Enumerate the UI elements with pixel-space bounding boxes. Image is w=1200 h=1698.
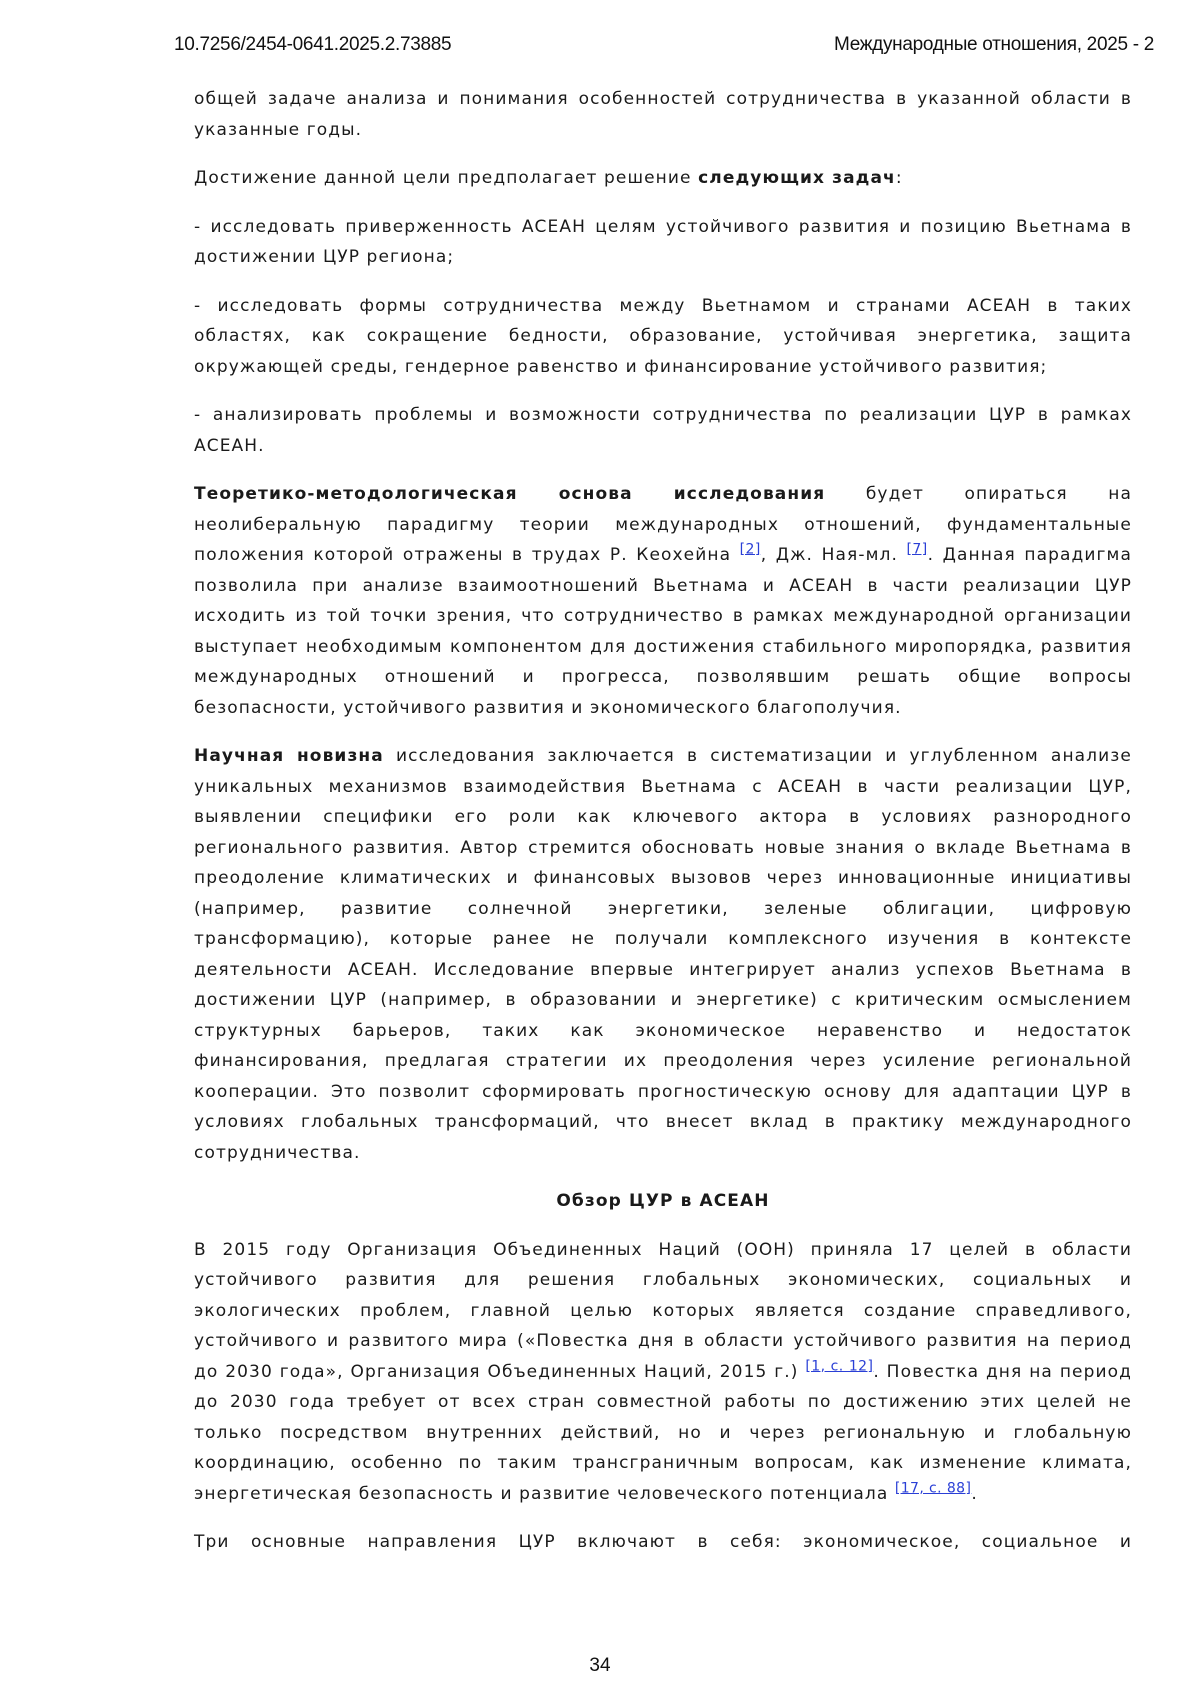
task-item-1: - исследовать приверженность АСЕАН целям устойчивого развития и позицию Вьетнама в достижении ЦУР региона; xyxy=(194,212,1132,273)
methodology-text-a: будет опираться на неолиберальную парадигму теории международных отношений, фундаментальные положения которой отражены в трудах Р. Кеохейна xyxy=(194,484,1132,565)
page-number: 34 xyxy=(0,1655,1200,1677)
methodology-text-c: . Данная парадигма позволила при анализе взаимоотношений Вьетнама и АСЕАН в части реализации ЦУР исходить из той точки зрения, что сотрудничество в рамках международной организации выступает необходимым компонентом для достижения стабильного миропорядка, развития международных отношений и прогресса, позволявшим решать общие вопросы безопасности, устойчивого развития и экономического благополучия. xyxy=(194,545,1132,718)
citation-link[interactable]: [17, с. 88] xyxy=(895,1480,971,1496)
paragraph-tasks-intro xyxy=(194,163,1132,194)
task-item-3: - анализировать проблемы и возможности сотрудничества по реализации ЦУР в рамках АСЕАН. xyxy=(194,400,1132,461)
sdg-text-c: . xyxy=(971,1484,978,1504)
tasks-intro-text: Достижение данной цели предполагает решение xyxy=(194,168,698,188)
section-heading: Обзор ЦУР в АСЕАН xyxy=(194,1186,1132,1217)
paragraph-sdg-overview xyxy=(194,1235,1132,1510)
methodology-text-b: , Дж. Ная-мл. xyxy=(761,545,907,565)
sdg-text-b: . Повестка дня на период до 2030 года требует от всех стран совместной работы по достижению этих целей не только посредством внутренних действий, но и через региональную и глобальную координацию, особенно по таким трансграничным вопросам, как изменение климата, энергетическая безопасность и развитие человеческого потенциала xyxy=(194,1362,1132,1504)
citation-link[interactable]: [2] xyxy=(740,541,761,557)
methodology-bold: Теоретико-методологическая основа исследования xyxy=(194,484,825,504)
paragraph-methodology xyxy=(194,479,1132,723)
paragraph-goal-end: общей задаче анализа и понимания особенностей сотрудничества в указанной области в указанные годы. xyxy=(194,84,1132,145)
paragraph-novelty xyxy=(194,741,1132,1168)
doi-header: 10.7256/2454-0641.2025.2.73885 xyxy=(174,34,451,56)
journal-header: Международные отношения, 2025 - 2 xyxy=(834,34,1154,56)
citation-link[interactable]: [7] xyxy=(907,541,928,557)
paragraph-three-directions: Три основные направления ЦУР включают в себя: экономическое, социальное и xyxy=(194,1527,1132,1558)
citation-link[interactable]: [1, с. 12] xyxy=(805,1358,873,1374)
novelty-bold: Научная новизна xyxy=(194,746,384,766)
tasks-colon: : xyxy=(896,168,903,188)
sdg-text-a: В 2015 году Организация Объединенных Наций (ООН) приняла 17 целей в области устойчивого развития для решения глобальных экономических, социальных и экологических проблем, главной целью которых является создание справедливого, устойчивого и развитого мира («Повестка дня в области устойчивого развития на период до 2030 года», Организация Объединенных Наций, 2015 г.) xyxy=(194,1240,1132,1382)
tasks-bold: следующих задач xyxy=(698,168,896,188)
task-item-2: - исследовать формы сотрудничества между Вьетнамом и странами АСЕАН в таких областях, как сокращение бедности, образование, устойчивая энергетика, защита окружающей среды, гендерное равенство и финансирование устойчивого развития; xyxy=(194,291,1132,383)
novelty-text: исследования заключается в систематизации и углубленном анализе уникальных механизмов взаимодействия Вьетнама с АСЕАН в части реализации ЦУР, выявлении специфики его роли как ключевого актора в условиях разнородного регионального развития. Автор стремится обосновать новые знания о вкладе Вьетнама в преодоление климатических и финансовых вызовов через инновационные инициативы (например, развитие солнечной энергетики, зеленые облигации, цифровую трансформацию), которые ранее не получали комплексного изучения в контексте деятельности АСЕАН. Исследование впервые интегрирует анализ успехов Вьетнама в достижении ЦУР (например, в образовании и энергетике) с критическим осмыслением структурных барьеров, таких как экономическое неравенство и недостаток финансирования, предлагая стратегии их преодоления через усиление региональной кооперации. Это позволит сформировать прогностическую основу для адаптации ЦУР в условиях глобальных трансформаций, что внесет вклад в практику международного сотрудничества. xyxy=(194,746,1132,1163)
article-body xyxy=(194,84,1132,1576)
